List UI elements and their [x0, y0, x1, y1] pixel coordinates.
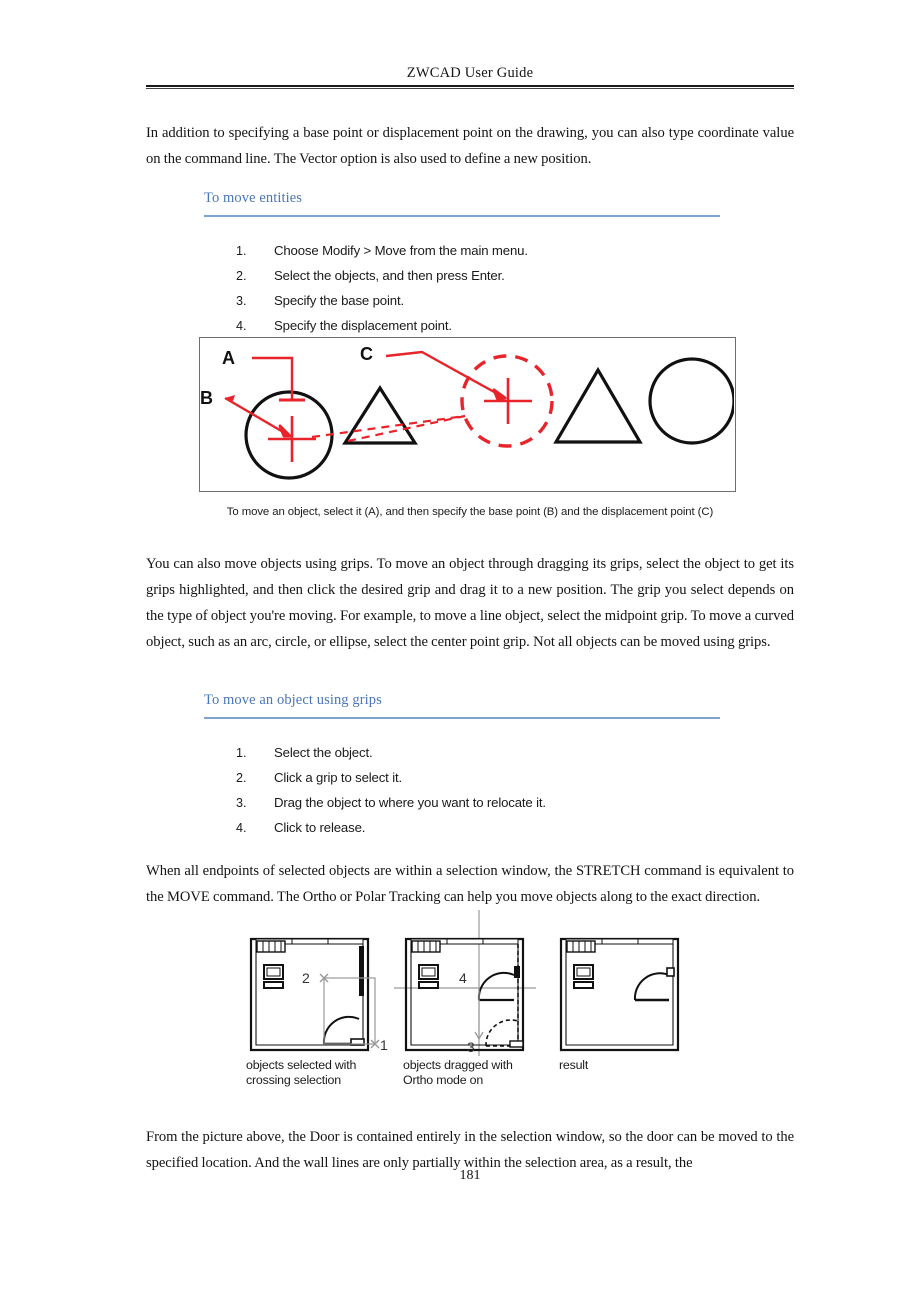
caption-line: Ortho mode on [403, 1072, 484, 1087]
displacement-vector-dashed [348, 416, 465, 441]
step-number: 1. [236, 746, 247, 760]
label-c: C [360, 344, 373, 364]
stretch-panel-result [561, 939, 678, 1050]
panel1-label-1: 1 [380, 1037, 388, 1053]
figure-stretch-captions [246, 1058, 698, 1092]
list-item [236, 239, 716, 263]
label-a: A [222, 348, 235, 368]
section-heading-move-entities [204, 188, 720, 217]
steps-move-using-grips [236, 741, 716, 841]
result-triangle-shape [556, 370, 640, 442]
paragraph-stretch: When all endpoints of selected objects are within a selection window, the STRETCH command is equivalent to the MOVE command. The Ortho or Polar Tracking can help you move objects along to the exact direction. [146, 863, 794, 905]
list-item [236, 766, 716, 790]
step-number: 1. [236, 244, 247, 258]
displacement-vector-dashed-2 [312, 416, 465, 437]
running-header [146, 64, 794, 82]
caption-line: objects selected with [246, 1058, 357, 1072]
step-number: 2. [236, 771, 247, 785]
step-text: Select the object. [274, 745, 373, 760]
step-text: Click to release. [274, 820, 366, 835]
steps-move-entities [236, 239, 716, 339]
section-heading-move-entities-label: To move entities [204, 190, 303, 206]
figure-move-caption: To move an object, select it (A), and then specify the base point (B) and the displacement point (C) [226, 506, 714, 518]
caption-line: result [559, 1058, 589, 1072]
header-rule-thick [146, 85, 794, 87]
caption-line: objects dragged with [403, 1058, 513, 1072]
step-text: Click a grip to select it. [274, 770, 403, 785]
section-heading-rule [204, 215, 720, 217]
computer-icon [419, 965, 438, 988]
panel2-label-3: 3 [467, 1039, 475, 1055]
list-item [236, 741, 716, 765]
step-text: Specify the displacement point. [274, 318, 452, 333]
step-text: Drag the object to where you want to relocate it. [274, 795, 546, 810]
result-circle-shape [650, 359, 734, 443]
paragraph-conclusion: From the picture above, the Door is contained entirely in the selection window, so the door can be moved to the specified location. And the wall lines are only partially within the selection area, as a result, the [146, 1129, 794, 1171]
move-diagram-svg [200, 338, 734, 490]
paragraph-grips: You can also move objects using grips. To move an object through dragging its grips, select the object to get its grips highlighted, and then click the desired grip and drag it to a new position. The grip you select depends on the type of object you're moving. For example, to move a line object, select the midpoint grip. To move a curved object, such as an arc, circle, or ellipse, select the center point grip. Not all objects can be moved using grips. [146, 556, 794, 650]
label-b: B [200, 388, 213, 408]
list-item [236, 791, 716, 815]
base-point-crosshair-icon [268, 416, 316, 462]
stretch-panel-selected [251, 939, 388, 1053]
step-number: 3. [236, 294, 247, 308]
step-text: Specify the base point. [274, 293, 404, 308]
list-item [236, 289, 716, 313]
displacement-point-crosshair-icon [484, 378, 532, 424]
stretch-panel-dragged [394, 910, 536, 1056]
stretch-panels-svg [246, 908, 686, 1058]
leader-c [386, 352, 505, 400]
step-text: Choose Modify > Move from the main menu. [274, 243, 528, 258]
step-number: 2. [236, 269, 247, 283]
panel2-label-4: 4 [459, 970, 467, 986]
list-item [236, 314, 716, 338]
figure-move-entities [199, 337, 736, 492]
list-item [236, 816, 716, 840]
figure-stretch-caption-1 [246, 1058, 396, 1087]
step-number: 4. [236, 821, 247, 835]
computer-icon [264, 965, 283, 988]
section-heading-move-grips-label: To move an object using grips [204, 692, 382, 708]
figure-stretch-panels [246, 908, 686, 1058]
step-number: 3. [236, 796, 247, 810]
section-heading-rule [204, 717, 720, 719]
panel1-label-2: 2 [302, 970, 310, 986]
caption-line: crossing selection [246, 1072, 341, 1087]
computer-icon [574, 965, 593, 988]
header-rule-thin [146, 88, 794, 89]
page-number: 181 [459, 1168, 481, 1183]
section-heading-move-grips [204, 690, 720, 719]
header-title: ZWCAD User Guide [406, 65, 534, 81]
step-text: Select the objects, and then press Enter. [274, 268, 505, 283]
list-item [236, 264, 716, 288]
figure-stretch-caption-3 [559, 1058, 669, 1073]
paragraph-intro: In addition to specifying a base point or displacement point on the drawing, you can also type coordinate value on the command line. The Vector option is also used to define a new position. [146, 125, 794, 167]
step-number: 4. [236, 319, 247, 333]
figure-stretch-caption-2 [403, 1058, 553, 1087]
